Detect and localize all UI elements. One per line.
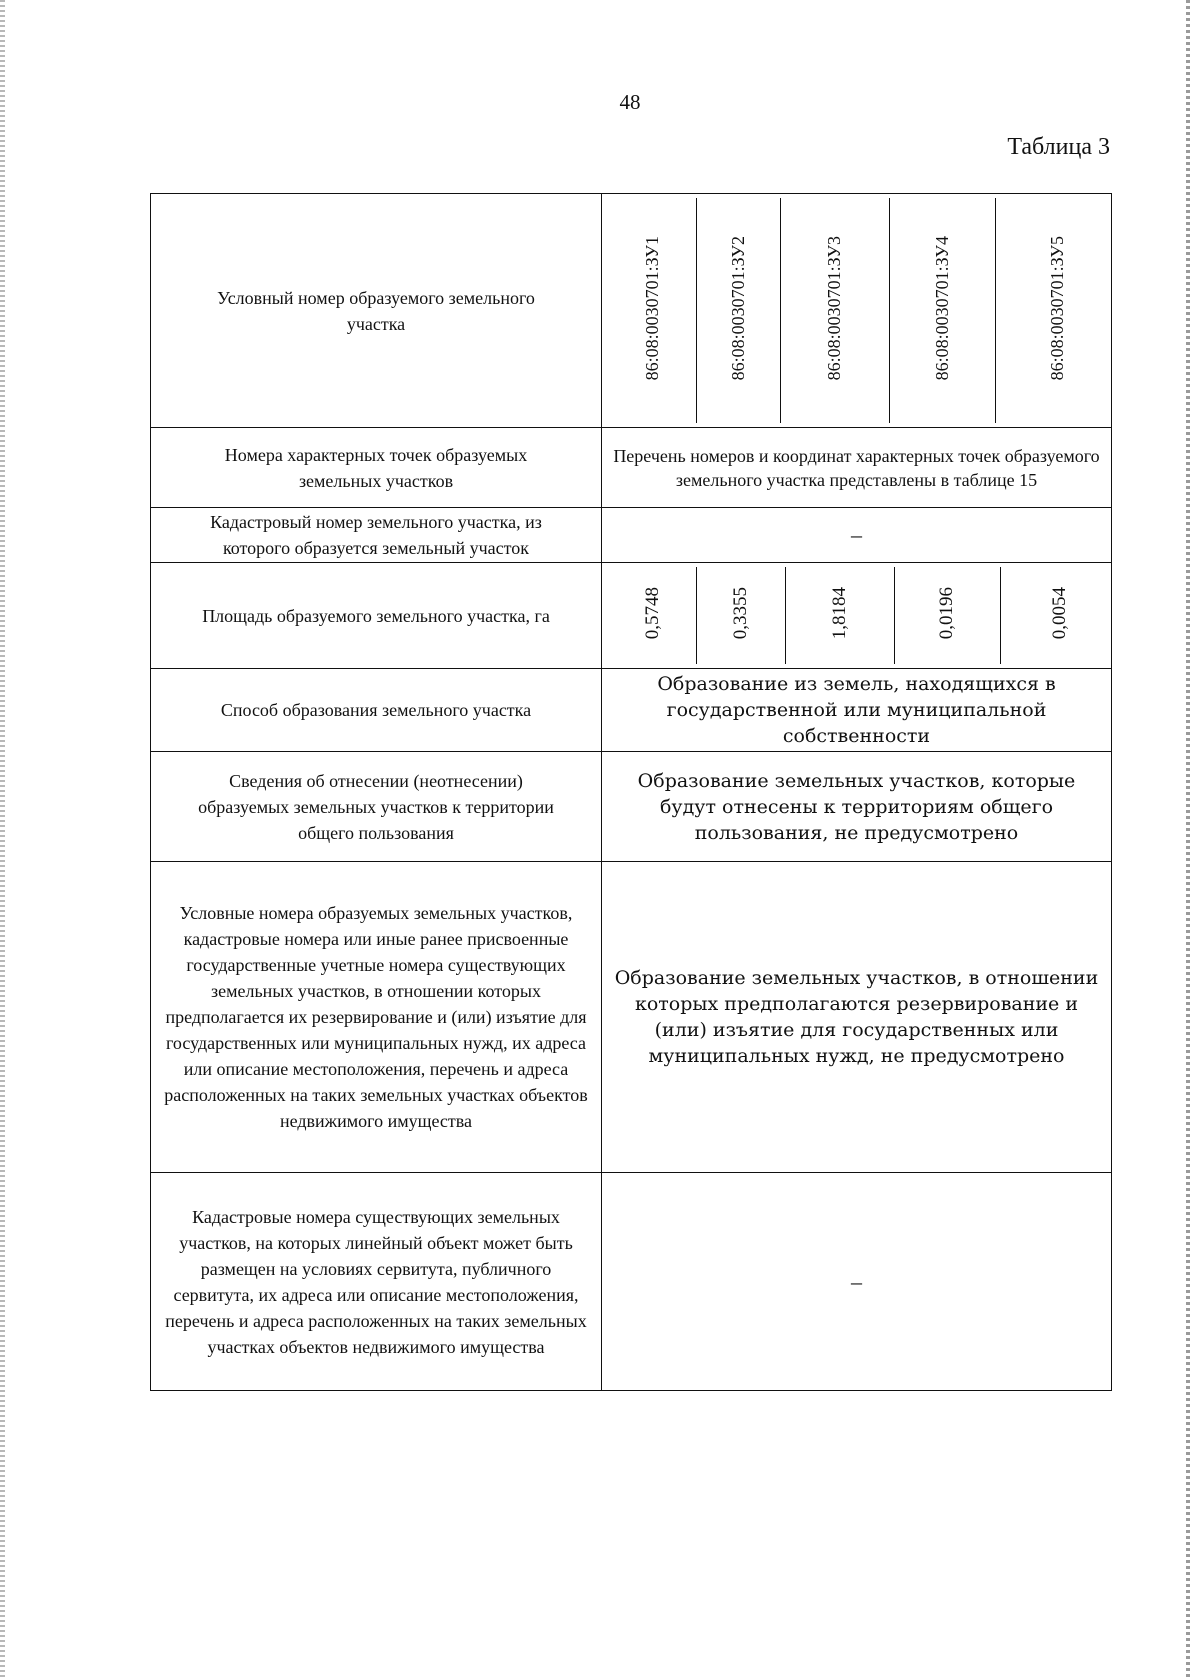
plot-ids-label: Условный номер образуемого земельного участка bbox=[151, 194, 602, 428]
area-cell bbox=[610, 567, 696, 664]
scan-left-edge bbox=[0, 0, 5, 1679]
area-cells bbox=[602, 563, 1112, 669]
source-cadastral-label: Кадастровый номер земельного участка, из которого образуется земельный участок bbox=[151, 508, 602, 563]
row-points bbox=[151, 428, 1112, 508]
public-use-label: Сведения об отнесении (неотнесении) образуемых земельных участков к территории общего пользования bbox=[151, 752, 602, 862]
table-caption: Таблица 3 bbox=[1007, 134, 1110, 160]
plot-id-4: 86:08:0030701:ЗУ4 bbox=[931, 235, 952, 381]
area-value-2: 0,3355 bbox=[729, 586, 751, 640]
area-value-4: 0,0196 bbox=[936, 586, 957, 640]
area-cell bbox=[696, 567, 785, 664]
plots-table bbox=[150, 193, 1112, 1391]
servitude-label: Кадастровые номера существующих земельных участков, на которых линейный объект может быть размещен на условиях сервитута, публичного сервитута, их адреса или описание местоположения, перечень и адреса расположенных на таких земельных участках объектов недвижимого имущества bbox=[151, 1173, 602, 1391]
plot-id-cell bbox=[995, 198, 1120, 423]
row-servitude bbox=[151, 1173, 1112, 1391]
area-cell bbox=[894, 567, 1000, 664]
plot-id-2: 86:08:0030701:ЗУ2 bbox=[727, 235, 748, 381]
plot-id-3: 86:08:0030701:ЗУ3 bbox=[824, 235, 844, 381]
row-area bbox=[151, 563, 1112, 669]
method-label: Способ образования земельного участка bbox=[151, 669, 602, 752]
plot-id-1: 86:08:0030701:ЗУ1 bbox=[642, 235, 663, 381]
plot-ids-cells bbox=[602, 194, 1112, 428]
reservation-label: Условные номера образуемых земельных участков, кадастровые номера или иные ранее присвоенные государственные учетные номера существующих земельных участков, в отношении которых предполагается их резервирование и (или) изъятие для государственных или муниципальных нужд, их адреса или описание местоположения, перечень и адреса расположенных на таких земельных участках объектов недвижимого имущества bbox=[151, 862, 602, 1173]
area-cell bbox=[785, 567, 894, 664]
scan-right-edge bbox=[1186, 0, 1190, 1679]
area-value-5: 0,0054 bbox=[1049, 586, 1071, 640]
servitude-value: – bbox=[602, 1173, 1112, 1391]
plot-ids-subtable bbox=[610, 198, 1120, 423]
plot-id-cell bbox=[610, 198, 696, 423]
area-subtable bbox=[610, 567, 1120, 664]
row-reservation bbox=[151, 862, 1112, 1173]
area-cell bbox=[1000, 567, 1120, 664]
area-value-1: 0,5748 bbox=[641, 586, 663, 640]
public-use-value: Образование земельных участков, которые будут отнесены к территориям общего пользования, не предусмотрено bbox=[602, 752, 1112, 862]
row-plot-ids bbox=[151, 194, 1112, 428]
row-source-cadastral bbox=[151, 508, 1112, 563]
page-number: 48 bbox=[619, 90, 641, 114]
plot-id-5: 86:08:0030701:ЗУ5 bbox=[1047, 235, 1068, 381]
plot-id-cell bbox=[889, 198, 995, 423]
method-value: Образование из земель, находящихся в государственной или муниципальной собственности bbox=[602, 669, 1112, 752]
plot-id-cell bbox=[780, 198, 889, 423]
points-label: Номера характерных точек образуемых земельных участков bbox=[151, 428, 602, 508]
reservation-value: Образование земельных участков, в отношении которых предполагаются резервирование и (или) изъятие для государственных или муниципальных нужд, не предусмотрено bbox=[602, 862, 1112, 1173]
points-value: Перечень номеров и координат характерных точек образуемого земельного участка представлены в таблице 15 bbox=[602, 428, 1112, 508]
row-public-use bbox=[151, 752, 1112, 862]
plot-id-cell bbox=[696, 198, 780, 423]
area-label: Площадь образуемого земельного участка, га bbox=[151, 563, 602, 669]
source-cadastral-value: – bbox=[602, 508, 1112, 563]
row-method bbox=[151, 669, 1112, 752]
area-value-3: 1,8184 bbox=[828, 586, 850, 640]
